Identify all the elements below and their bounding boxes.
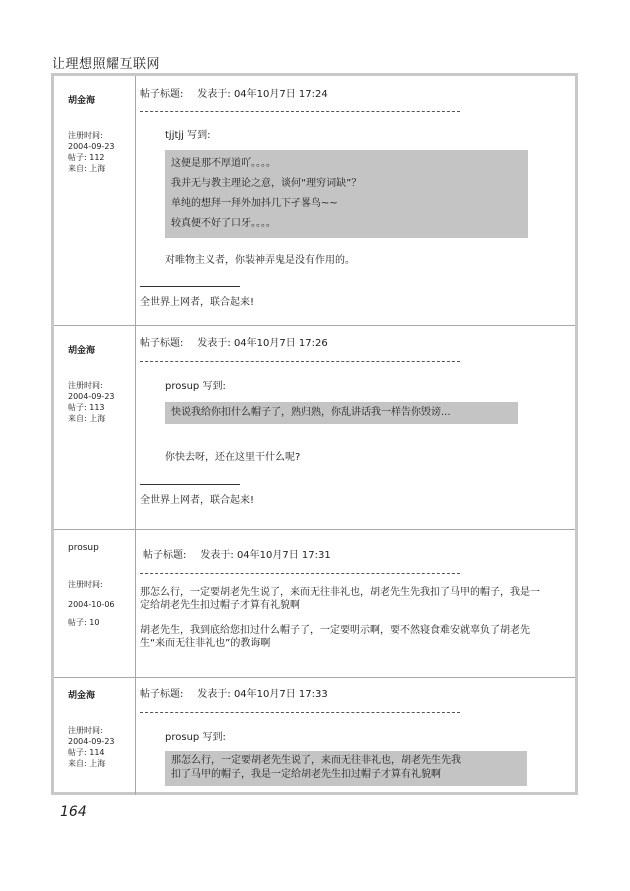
post-4	[54, 677, 575, 795]
signature: 全世界上网者，联合起来!	[140, 495, 255, 506]
author-meta	[68, 380, 115, 424]
post-count: 114	[89, 748, 105, 757]
quote-line: 扣了马甲的帽子，我是一定给胡老先生扣过帽子才算有礼貌啊	[171, 769, 441, 780]
post-2	[54, 325, 575, 530]
location: 上海	[89, 759, 106, 768]
posted-label: 发表于:	[197, 338, 231, 349]
posts-label: 帖子:	[68, 153, 87, 162]
author-name[interactable]: 胡金海	[68, 346, 96, 356]
post-content	[136, 76, 575, 325]
divider	[140, 573, 460, 574]
post-header	[140, 85, 328, 100]
reg-label: 注册时间:	[68, 381, 103, 390]
quote-author: prosup 写到:	[165, 381, 226, 392]
post-count: 112	[89, 153, 105, 162]
quote-line: 这便是那不厚道吖。。。。	[171, 158, 276, 169]
reg-date: 2004-10-06	[68, 600, 115, 609]
posted-label: 发表于:	[200, 550, 234, 561]
post-header	[143, 546, 331, 561]
subject-label: 帖子标题:	[143, 550, 187, 561]
quote-author: tjjtjj 写到:	[165, 130, 211, 141]
post-1	[54, 76, 575, 326]
posts-label: 帖子:	[68, 748, 87, 757]
quote-line: 那怎么行，一定要胡老先生说了，来而无往非礼也，胡老先生先我	[171, 755, 461, 766]
post-content	[136, 529, 575, 677]
posts-label: 帖子:	[68, 403, 87, 412]
divider	[140, 712, 460, 713]
subject-label: 帖子标题:	[140, 89, 184, 100]
forum-thread	[51, 73, 578, 795]
site-title: 让理想照耀互联网	[52, 57, 161, 72]
post-header	[140, 685, 328, 700]
quote-box	[165, 402, 518, 424]
from-label: 来自:	[68, 414, 87, 423]
location: 上海	[89, 164, 106, 173]
paragraph: 那怎么行，一定要胡老先生说了，来而无往非礼也，胡老先生先我扣了马甲的帽子，我是一定给胡老先生扣过帽子才算有礼貌啊	[140, 587, 540, 611]
reg-date: 2004-09-23	[68, 142, 115, 151]
reg-date: 2004-09-23	[68, 737, 115, 746]
location: 上海	[89, 414, 106, 423]
posted-label: 发表于:	[197, 689, 231, 700]
post-3	[54, 529, 575, 678]
divider	[140, 111, 460, 112]
quote-line: 较真便不好了口牙。。。。	[171, 218, 276, 229]
page-number: 164	[60, 804, 87, 820]
post-time: 04年10月7日 17:31	[236, 550, 331, 561]
quote-line: 单纯的想拜一拜外加抖几下孑畧鸟~~	[171, 198, 338, 209]
post-time: 04年10月7日 17:33	[233, 689, 328, 700]
post-content	[136, 677, 575, 795]
post-time: 04年10月7日 17:24	[233, 89, 328, 100]
quote-author: prosup 写到:	[165, 732, 226, 743]
author-panel	[54, 677, 136, 795]
author-panel	[54, 325, 136, 529]
paragraph: 胡老先生，我到底给您扣过什么帽子了，一定要明示啊，要不然寝食难安就辜负了胡老先生“来而无往非礼也”的教诲啊	[140, 625, 530, 649]
subject-label: 帖子标题:	[140, 338, 184, 349]
quote-box	[165, 150, 528, 238]
author-name[interactable]: 胡金海	[68, 96, 96, 106]
author-name[interactable]: 胡金海	[68, 691, 96, 701]
author-panel	[54, 529, 136, 677]
signature-divider	[140, 286, 240, 287]
post-time: 04年10月7日 17:26	[233, 338, 328, 349]
reg-label: 注册时间:	[68, 131, 103, 140]
author-panel	[54, 76, 136, 325]
reply-text: 你快去呀，还在这里干什么呢?	[165, 452, 301, 463]
author-name[interactable]: prosup	[68, 543, 99, 553]
from-label: 来自:	[68, 164, 87, 173]
subject-label: 帖子标题:	[140, 689, 184, 700]
post-header	[140, 334, 328, 349]
reg-label: 注册时间:	[68, 726, 103, 735]
from-label: 来自:	[68, 759, 87, 768]
posted-label: 发表于:	[197, 89, 231, 100]
reply-text: 对唯物主义者，你装神弄鬼是没有作用的。	[165, 255, 355, 266]
posts-label: 帖子:	[68, 618, 87, 627]
reg-date: 2004-09-23	[68, 392, 115, 401]
signature-divider	[140, 484, 240, 485]
quote-line: 我并无与教主理论之意，谈何“理穷词缺”？	[171, 178, 362, 189]
quote-box	[165, 751, 527, 786]
divider	[140, 361, 460, 362]
post-count: 113	[89, 403, 105, 412]
quote-line: 快说我给你扣什么帽子了，熟归熟，你乱讲话我一样告你毁谤...	[171, 407, 451, 418]
post-count: 10	[89, 618, 100, 627]
signature: 全世界上网者，联合起来!	[140, 297, 255, 308]
post-content	[136, 325, 575, 529]
reg-label: 注册时间:	[68, 580, 103, 589]
author-meta	[68, 577, 115, 631]
author-meta	[68, 130, 115, 174]
author-meta	[68, 725, 115, 769]
